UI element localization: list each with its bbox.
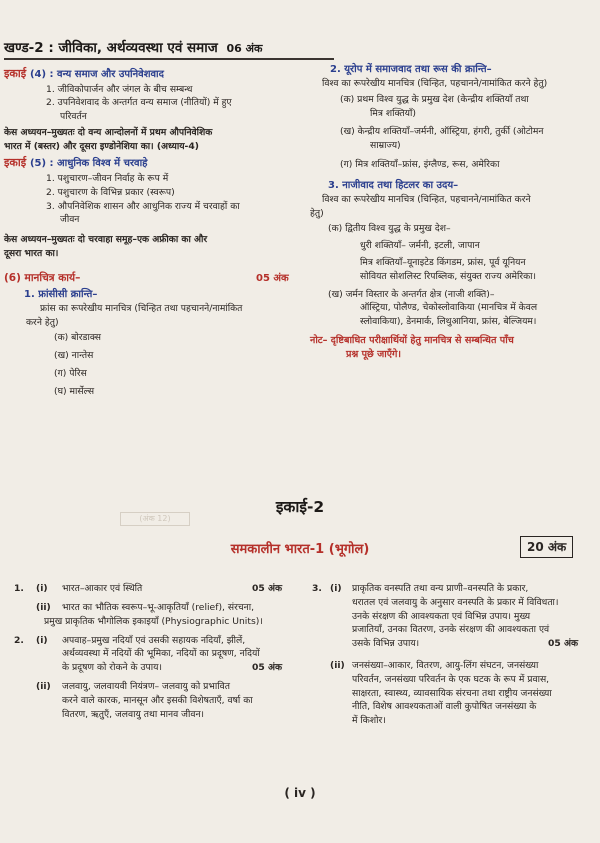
axis-powers: धुरी शक्तियाँ– जर्मनी, इटली, जापान: [360, 240, 480, 252]
unit5-item-3: 3. औपनिवेशिक शासन और आधुनिक राज्य में चरवाहों का: [46, 200, 240, 212]
topic-3-ii-line-1: जनसंख्या–आकार, वितरण, आयु-लिंग संघटन, जनसंख्या: [352, 659, 539, 671]
nazism-map-desc-cont: हेतु): [310, 207, 324, 219]
central-powers: (ख) केन्द्रीय शक्तियाँ–जर्मनी, ऑस्ट्रिया, हंगरी, तुर्की (ओटोमन: [340, 126, 544, 138]
topic-1-i-text: भारत–आकार एवं स्थिति: [62, 583, 143, 594]
allied-powers: (ग) मित्र शक्तियाँ–फ्रांस, इंग्लैण्ड, रूस, अमेरिका: [340, 158, 500, 170]
ww1-countries-cont: मित्र शक्तियाँ): [370, 107, 416, 119]
german-expansion-cont-2: स्लोवाकिया), डेनमार्क, लिथुआनिया, फ्रांस, बेल्जियम।: [360, 316, 537, 328]
unit5-item-3-cont: जीवन: [60, 214, 80, 226]
central-powers-cont: साम्राज्य): [370, 140, 401, 152]
unit5-case-line-2: दूसरा भारत का।: [4, 247, 59, 259]
allies-ww2: मित्र शक्तियाँ–यूनाइटेड किंगडम, फ्रांस, पूर्व यूनियन: [360, 256, 526, 268]
topic-3-i-line-4: प्रजातियाँ, उनका वितरण, उनके संरक्षण की आवश्यकता एवं: [352, 624, 550, 636]
topic-1-i-num: (i): [36, 583, 48, 594]
unit4-item-2: 2. उपनिवेशवाद के अन्तर्गत वन्य समाज (नीतियों) में हुए: [46, 97, 232, 109]
unit4-items: [4, 83, 304, 124]
topic-1-ii-line-1: भारत का भौतिक स्वरूप–भू-आकृतियाँ (relief), संरचना,: [62, 602, 255, 613]
unit2-subtitle: समकालीन भारत-1 (भूगोल): [230, 542, 370, 557]
topic-3-ii-line-4: नीति, विशेष आवश्यकताओं वाली कुपोषित जनसंख्या के: [352, 701, 537, 713]
europe-map-desc: विश्व का रूपरेखीय मानचित्र (चिन्हित, पहचानने/नामांकित करने हेतु): [322, 78, 548, 89]
unit5-title: (5) : आधुनिक विश्व में चरवाहे: [29, 158, 148, 170]
topic-3-i-line-2: धरातल एवं जलवायु के अनुसार वनस्पति के प्रकार में विविधता।: [352, 596, 559, 608]
topic-3-i-num: (i): [330, 583, 342, 594]
topic-1-i-marks: 05 अंक: [252, 583, 283, 594]
topic-2-ii-num: (ii): [36, 680, 51, 692]
topic-2-ii-line-2: करने वाले कारक, मानसून और इसकी विशेषताएँ, वर्षा का: [62, 694, 253, 706]
unit4-label: इकाई: [4, 67, 27, 80]
topic-2-ii: [14, 680, 304, 721]
topic-3-i: [312, 582, 598, 651]
topic-2-i: [14, 634, 304, 675]
topic-2-i-line-3: के प्रदूषण को रोकने के उपाय।: [62, 662, 162, 674]
note-line-2: प्रश्न पूछे जाएँगे।: [346, 349, 402, 361]
unit4-case-study: [4, 126, 304, 154]
europe-socialism-title: 2. यूरोप में समाजवाद तथा रूस की क्रान्ति–: [330, 64, 492, 75]
topic-3-ii-line-3: साक्षरता, स्वास्थ्य, व्यावसायिक संरचना तथा राष्ट्रीय जनसंख्या: [352, 687, 552, 699]
nazism-title: 3. नाजीवाद तथा हिटलर का उदय–: [328, 179, 459, 191]
unit5-heading: [4, 155, 304, 172]
topic-2-ii-line-1: जलवायु, जलवायवी नियंत्रण– जलवायु को प्रभावित: [62, 680, 230, 692]
german-expansion: (ख) जर्मन विस्तार के अन्तर्गत क्षेत्र (नाजी शक्ति)–: [328, 288, 495, 300]
unit4-item-1: 1. जीविकोपार्जन और जंगल के बीच सम्बन्ध: [46, 83, 193, 95]
topic-3-num: 3.: [312, 583, 322, 594]
french-map-desc: फ्रांस का रूपरेखीय मानचित्र (चिन्हित तथा पहचानने/नामांकित: [40, 302, 243, 314]
geography-right-column: [312, 582, 598, 728]
topic-1-ii-num: (ii): [36, 602, 51, 613]
unit4-heading: [4, 66, 304, 83]
map-work-title: (6) मानचित्र कार्य–: [4, 271, 81, 284]
place-nantes: (ख) नान्तेस: [54, 350, 94, 362]
unit4-case-line-1: केस अध्ययन–मुख्यतः दो वन्य आन्दोलनों में प्रथम औपनिवेशिक: [4, 126, 213, 138]
topic-3-ii-line-2: परिवर्तन, जनसंख्या परिवर्तन के एक घटक के रूप में प्रवास,: [352, 673, 550, 685]
topic-3-ii-num: (ii): [330, 659, 345, 671]
section-marks: 06 अंक: [226, 42, 263, 55]
topic-2-i-line-3-wrap: [14, 661, 304, 675]
topic-2-ii-line-3: वितरण, ऋतुएँ, जलवायु तथा मानव जीवन।: [62, 708, 205, 720]
unit5-items: [4, 172, 304, 227]
topic-2-i-num: (i): [36, 634, 48, 646]
unit5-case-study: [4, 233, 304, 261]
topic-1-num: 1.: [14, 583, 24, 594]
map-work-marks: 05 अंक: [256, 272, 289, 284]
header-underline: [4, 58, 334, 60]
geography-left-column: [14, 582, 304, 721]
unit2-title: इकाई-2: [275, 498, 325, 516]
topic-1-ii: [14, 601, 304, 629]
nazism-map-desc: विश्व का रूपरेखीय मानचित्र (चिन्हित, पहचानने/नामांकित करने: [322, 193, 531, 205]
unit5-item-2: 2. पशुचारण के विभिन्न प्रकार (स्वरूप): [46, 186, 175, 198]
unit2-marks-box: 20 अंक: [520, 536, 573, 558]
topic-3-i-line-3: उनके संरक्षण की आवश्यकता एवं विभिन्न उपाय। मुख्य: [352, 610, 531, 622]
topic-2-i-line-1: अपवाह–प्रमुख नदियाँ एवं उसकी सहायक नदियाँ, झीलें,: [62, 634, 246, 646]
french-map-desc-cont: करने हेतु): [26, 316, 59, 328]
unit5-item-1: 1. पशुचारण–जीवन निर्वाह के रूप में: [46, 172, 169, 184]
place-marseilles: (घ) मार्सेल्स: [54, 386, 95, 398]
ww1-countries: (क) प्रथम विश्व युद्ध के प्रमुख देश (केन्द्रीय शक्तियाँ तथा: [340, 93, 529, 105]
topic-3-ii-line-5: में किशोर।: [352, 715, 386, 727]
french-map-places: [4, 329, 304, 401]
unit5-label: इकाई: [4, 156, 27, 170]
map-work-heading: [4, 271, 304, 287]
allies-ww2-cont: सोवियत सोशलिस्ट रिपब्लिक, संयुक्त राज्य अमेरिका।: [360, 270, 537, 282]
section-header: [4, 38, 262, 58]
unit4-item-2-cont: परिवर्तन: [60, 111, 87, 123]
unit4-case-line-2: भारत में (बस्तर) और दूसरा इण्डोनेशिया का। (अध्याय-4): [4, 140, 199, 152]
topic-2-i-line-2: अर्थव्यवस्था में नदियों की भूमिका, नदियों का प्रदूषण, नदियों: [62, 648, 260, 660]
unit5-case-line-1: केस अध्ययन–मुख्यतः दो चरवाहा समूह–एक अफ्रीका का और: [4, 234, 208, 246]
topic-3-ii: [312, 659, 598, 728]
topic-1-ii-line-2: प्रमुख प्राकृतिक भौगोलिक इकाइयाँ (Physiographic Units)।: [44, 615, 263, 627]
topic-3-i-marks: 05 अंक: [548, 638, 579, 650]
unit4-title: (4) : वन्य समाज और उपनिवेशवाद: [29, 69, 164, 80]
faint-stamp: (अंक 12): [120, 512, 190, 526]
french-revolution-title: 1. फ्रांसीसी क्रान्ति–: [24, 288, 98, 300]
topic-2-i-marks: 05 अंक: [252, 662, 283, 674]
german-expansion-cont: ऑस्ट्रिया, पोलैण्ड, चेकोस्लोवाकिया (मानचित्र में केवल: [360, 302, 538, 314]
topic-2-num: 2.: [14, 634, 24, 646]
ww2-countries: (क) द्वितीय विश्व युद्ध के प्रमुख देश–: [328, 223, 451, 235]
place-bordeaux: (क) बोरडाक्स: [54, 332, 101, 344]
topic-1-i: [14, 582, 304, 596]
left-column: [4, 66, 304, 401]
topic-3-i-line-1: प्राकृतिक वनस्पति तथा वन्य प्राणी–वनस्पति के प्रकार,: [352, 583, 529, 594]
topic-3-i-line-5: उसके विभिन्न उपाय।: [352, 638, 420, 650]
page-number: ( iv ): [284, 786, 316, 800]
section-title: खण्ड-2 : जीविका, अर्थव्यवस्था एवं समाज: [4, 40, 218, 56]
topic-3-i-line-5-wrap: [312, 637, 598, 651]
note-line-1: नोट– दृष्टिबाधित परीक्षार्थियों हेतु मानचित्र से सम्बन्धित पाँच: [310, 334, 514, 346]
place-paris: (ग) पेरिस: [54, 368, 87, 380]
right-column: [310, 62, 598, 363]
